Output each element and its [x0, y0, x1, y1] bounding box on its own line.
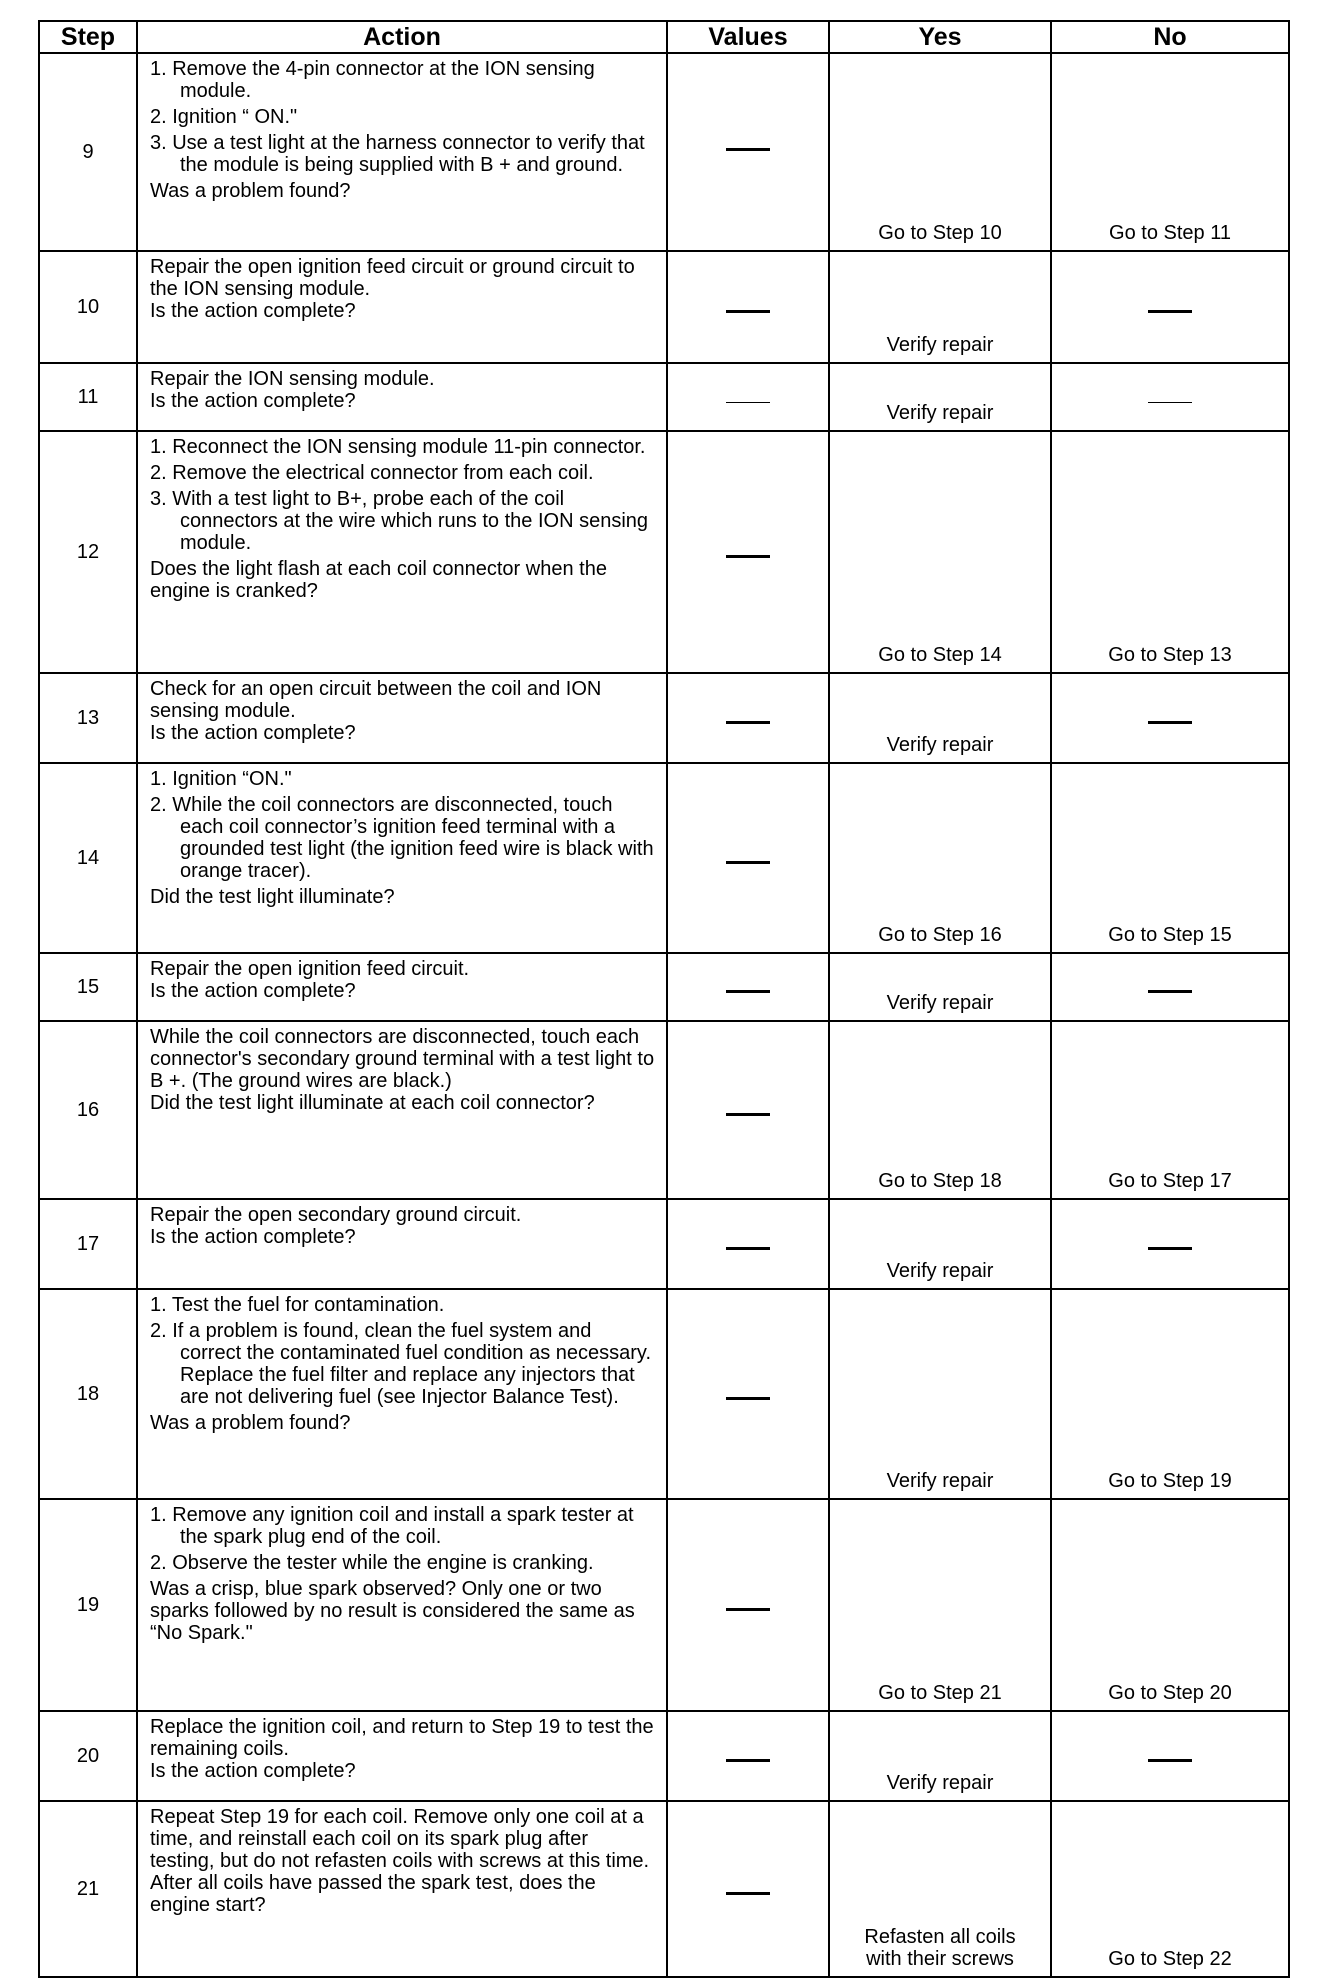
- no-cell: Go to Step 22: [1051, 1801, 1289, 1977]
- step-number: 12: [39, 431, 137, 673]
- action-cell: [137, 953, 667, 1021]
- empty-value-dash: [726, 861, 770, 864]
- action-question: Is the action complete?: [150, 390, 356, 412]
- list-item: 1. Reconnect the ION sensing module 11-pin connector.: [150, 436, 646, 458]
- empty-no-dash: [1148, 721, 1192, 724]
- no-cell: [1051, 363, 1289, 431]
- table-row: [39, 1801, 1289, 1977]
- action-text: Check for an open circuit between the coil and ION sensing module.: [150, 678, 602, 722]
- header-action: Action: [137, 21, 667, 53]
- list-item: 1. Remove the 4-pin connector at the ION sensing module.: [150, 58, 595, 102]
- action-cell: [137, 1199, 667, 1289]
- no-cell: [1051, 251, 1289, 363]
- step-number: 14: [39, 763, 137, 953]
- step-number: 9: [39, 53, 137, 251]
- action-cell: [137, 431, 667, 673]
- empty-value-dash: [726, 1397, 770, 1400]
- header-yes: Yes: [829, 21, 1051, 53]
- empty-value-dash: [726, 1608, 770, 1611]
- empty-value-dash: [726, 310, 770, 313]
- yes-cell: Go to Step 10: [829, 53, 1051, 251]
- empty-value-dash: [726, 1247, 770, 1250]
- action-list: [150, 768, 658, 882]
- values-cell: [667, 431, 829, 673]
- list-item: 2. Remove the electrical connector from each coil.: [150, 462, 594, 484]
- no-cell: Go to Step 13: [1051, 431, 1289, 673]
- action-text: While the coil connectors are disconnected, touch each connector's secondary ground terminal with a test light to B +. (The ground wires are black.): [150, 1026, 655, 1092]
- action-list: [150, 436, 658, 554]
- values-cell: [667, 1289, 829, 1499]
- table-header-row: [39, 21, 1289, 53]
- empty-value-dash: [726, 555, 770, 558]
- action-text: Repair the open secondary ground circuit.: [150, 1204, 522, 1226]
- list-item: 2. While the coil connectors are disconnected, touch each coil connector’s ignition feed terminal with a grounded test light (the ignition feed wire is black with orange tracer).: [150, 794, 654, 882]
- empty-no-dash: [1148, 310, 1192, 313]
- action-list: [150, 58, 658, 176]
- action-question: Was a problem found?: [150, 180, 351, 202]
- yes-cell: Go to Step 18: [829, 1021, 1051, 1199]
- step-number: 18: [39, 1289, 137, 1499]
- yes-cell: Go to Step 16: [829, 763, 1051, 953]
- yes-cell: Verify repair: [829, 1711, 1051, 1801]
- step-number: 19: [39, 1499, 137, 1711]
- no-cell: [1051, 673, 1289, 763]
- action-list: [150, 1294, 658, 1408]
- empty-value-dash: [726, 402, 770, 403]
- values-cell: [667, 1199, 829, 1289]
- empty-value-dash: [726, 721, 770, 724]
- action-question: Was a crisp, blue spark observed? Only one or two sparks followed by no result is considered the same as “No Spark.": [150, 1578, 635, 1644]
- empty-value-dash: [726, 1892, 770, 1895]
- action-list: [150, 1504, 658, 1574]
- no-cell: Go to Step 11: [1051, 53, 1289, 251]
- no-cell: [1051, 1711, 1289, 1801]
- header-values: Values: [667, 21, 829, 53]
- action-cell: [137, 1021, 667, 1199]
- header-step: Step: [39, 21, 137, 53]
- action-question: Is the action complete?: [150, 722, 356, 744]
- empty-value-dash: [726, 148, 770, 151]
- table-row: [39, 431, 1289, 673]
- action-question: Did the test light illuminate at each coil connector?: [150, 1092, 595, 1114]
- values-cell: [667, 1499, 829, 1711]
- values-cell: [667, 1711, 829, 1801]
- no-cell: Go to Step 15: [1051, 763, 1289, 953]
- yes-cell: Verify repair: [829, 673, 1051, 763]
- table-row: [39, 673, 1289, 763]
- empty-value-dash: [726, 1759, 770, 1762]
- no-cell: Go to Step 17: [1051, 1021, 1289, 1199]
- empty-no-dash: [1148, 402, 1192, 403]
- table-row: [39, 363, 1289, 431]
- list-item: 2. Observe the tester while the engine is cranking.: [150, 1552, 594, 1574]
- step-number: 15: [39, 953, 137, 1021]
- values-cell: [667, 251, 829, 363]
- empty-value-dash: [726, 1113, 770, 1116]
- action-cell: [137, 1499, 667, 1711]
- action-question: Was a problem found?: [150, 1412, 351, 1434]
- action-text: Repair the open ignition feed circuit or ground circuit to the ION sensing module.: [150, 256, 635, 300]
- table-row: [39, 1021, 1289, 1199]
- action-cell: [137, 673, 667, 763]
- values-cell: [667, 953, 829, 1021]
- step-number: 16: [39, 1021, 137, 1199]
- action-text: Repair the ION sensing module.: [150, 368, 435, 390]
- no-cell: [1051, 953, 1289, 1021]
- table-row: [39, 1289, 1289, 1499]
- yes-cell: Go to Step 21: [829, 1499, 1051, 1711]
- values-cell: [667, 363, 829, 431]
- step-number: 21: [39, 1801, 137, 1977]
- action-question: Does the light flash at each coil connector when the engine is cranked?: [150, 558, 607, 602]
- table-row: [39, 763, 1289, 953]
- empty-no-dash: [1148, 990, 1192, 993]
- step-number: 17: [39, 1199, 137, 1289]
- step-number: 10: [39, 251, 137, 363]
- action-text: Repair the open ignition feed circuit.: [150, 958, 470, 980]
- action-text: Repeat Step 19 for each coil. Remove only one coil at a time, and reinstall each coil on its spark plug after testing, but do not refasten coils with screws at this time.: [150, 1806, 650, 1872]
- yes-cell: Verify repair: [829, 251, 1051, 363]
- values-cell: [667, 53, 829, 251]
- action-cell: [137, 1801, 667, 1977]
- action-cell: [137, 1711, 667, 1801]
- yes-cell: Verify repair: [829, 363, 1051, 431]
- no-cell: Go to Step 19: [1051, 1289, 1289, 1499]
- step-number: 13: [39, 673, 137, 763]
- action-cell: [137, 763, 667, 953]
- empty-no-dash: [1148, 1247, 1192, 1250]
- values-cell: [667, 673, 829, 763]
- diagnostic-steps-table: [38, 20, 1290, 1978]
- values-cell: [667, 1801, 829, 1977]
- action-cell: [137, 363, 667, 431]
- table-row: [39, 1711, 1289, 1801]
- yes-cell: Verify repair: [829, 1199, 1051, 1289]
- action-question: Is the action complete?: [150, 300, 356, 322]
- values-cell: [667, 763, 829, 953]
- table-row: [39, 251, 1289, 363]
- action-question: Is the action complete?: [150, 1760, 356, 1782]
- table-row: [39, 1199, 1289, 1289]
- action-question: Is the action complete?: [150, 1226, 356, 1248]
- list-item: 2. If a problem is found, clean the fuel system and correct the contaminated fuel condition as necessary. Replace the fuel filter and replace any injectors that are not delivering fuel (see Injector Balance Test).: [150, 1320, 651, 1408]
- no-cell: Go to Step 20: [1051, 1499, 1289, 1711]
- yes-cell: Refasten all coils with their screws: [829, 1801, 1051, 1977]
- table-row: [39, 53, 1289, 251]
- list-item: 3. With a test light to B+, probe each of the coil connectors at the wire which runs to the ION sensing module.: [150, 488, 649, 554]
- action-cell: [137, 53, 667, 251]
- action-question: After all coils have passed the spark test, does the engine start?: [150, 1872, 596, 1916]
- list-item: 1. Ignition “ON.": [150, 768, 292, 790]
- yes-cell: Verify repair: [829, 1289, 1051, 1499]
- list-item: 2. Ignition “ ON.": [150, 106, 298, 128]
- empty-no-dash: [1148, 1759, 1192, 1762]
- step-number: 11: [39, 363, 137, 431]
- header-no: No: [1051, 21, 1289, 53]
- no-cell: [1051, 1199, 1289, 1289]
- empty-value-dash: [726, 990, 770, 993]
- yes-cell: Go to Step 14: [829, 431, 1051, 673]
- yes-cell: Verify repair: [829, 953, 1051, 1021]
- list-item: 1. Remove any ignition coil and install a spark tester at the spark plug end of the coil.: [150, 1504, 634, 1548]
- action-cell: [137, 1289, 667, 1499]
- table-row: [39, 953, 1289, 1021]
- list-item: 3. Use a test light at the harness connector to verify that the module is being supplied with B + and ground.: [150, 132, 645, 176]
- table-row: [39, 1499, 1289, 1711]
- action-text: Replace the ignition coil, and return to Step 19 to test the remaining coils.: [150, 1716, 654, 1760]
- list-item: 1. Test the fuel for contamination.: [150, 1294, 445, 1316]
- values-cell: [667, 1021, 829, 1199]
- action-cell: [137, 251, 667, 363]
- action-question: Did the test light illuminate?: [150, 886, 395, 908]
- step-number: 20: [39, 1711, 137, 1801]
- action-question: Is the action complete?: [150, 980, 356, 1002]
